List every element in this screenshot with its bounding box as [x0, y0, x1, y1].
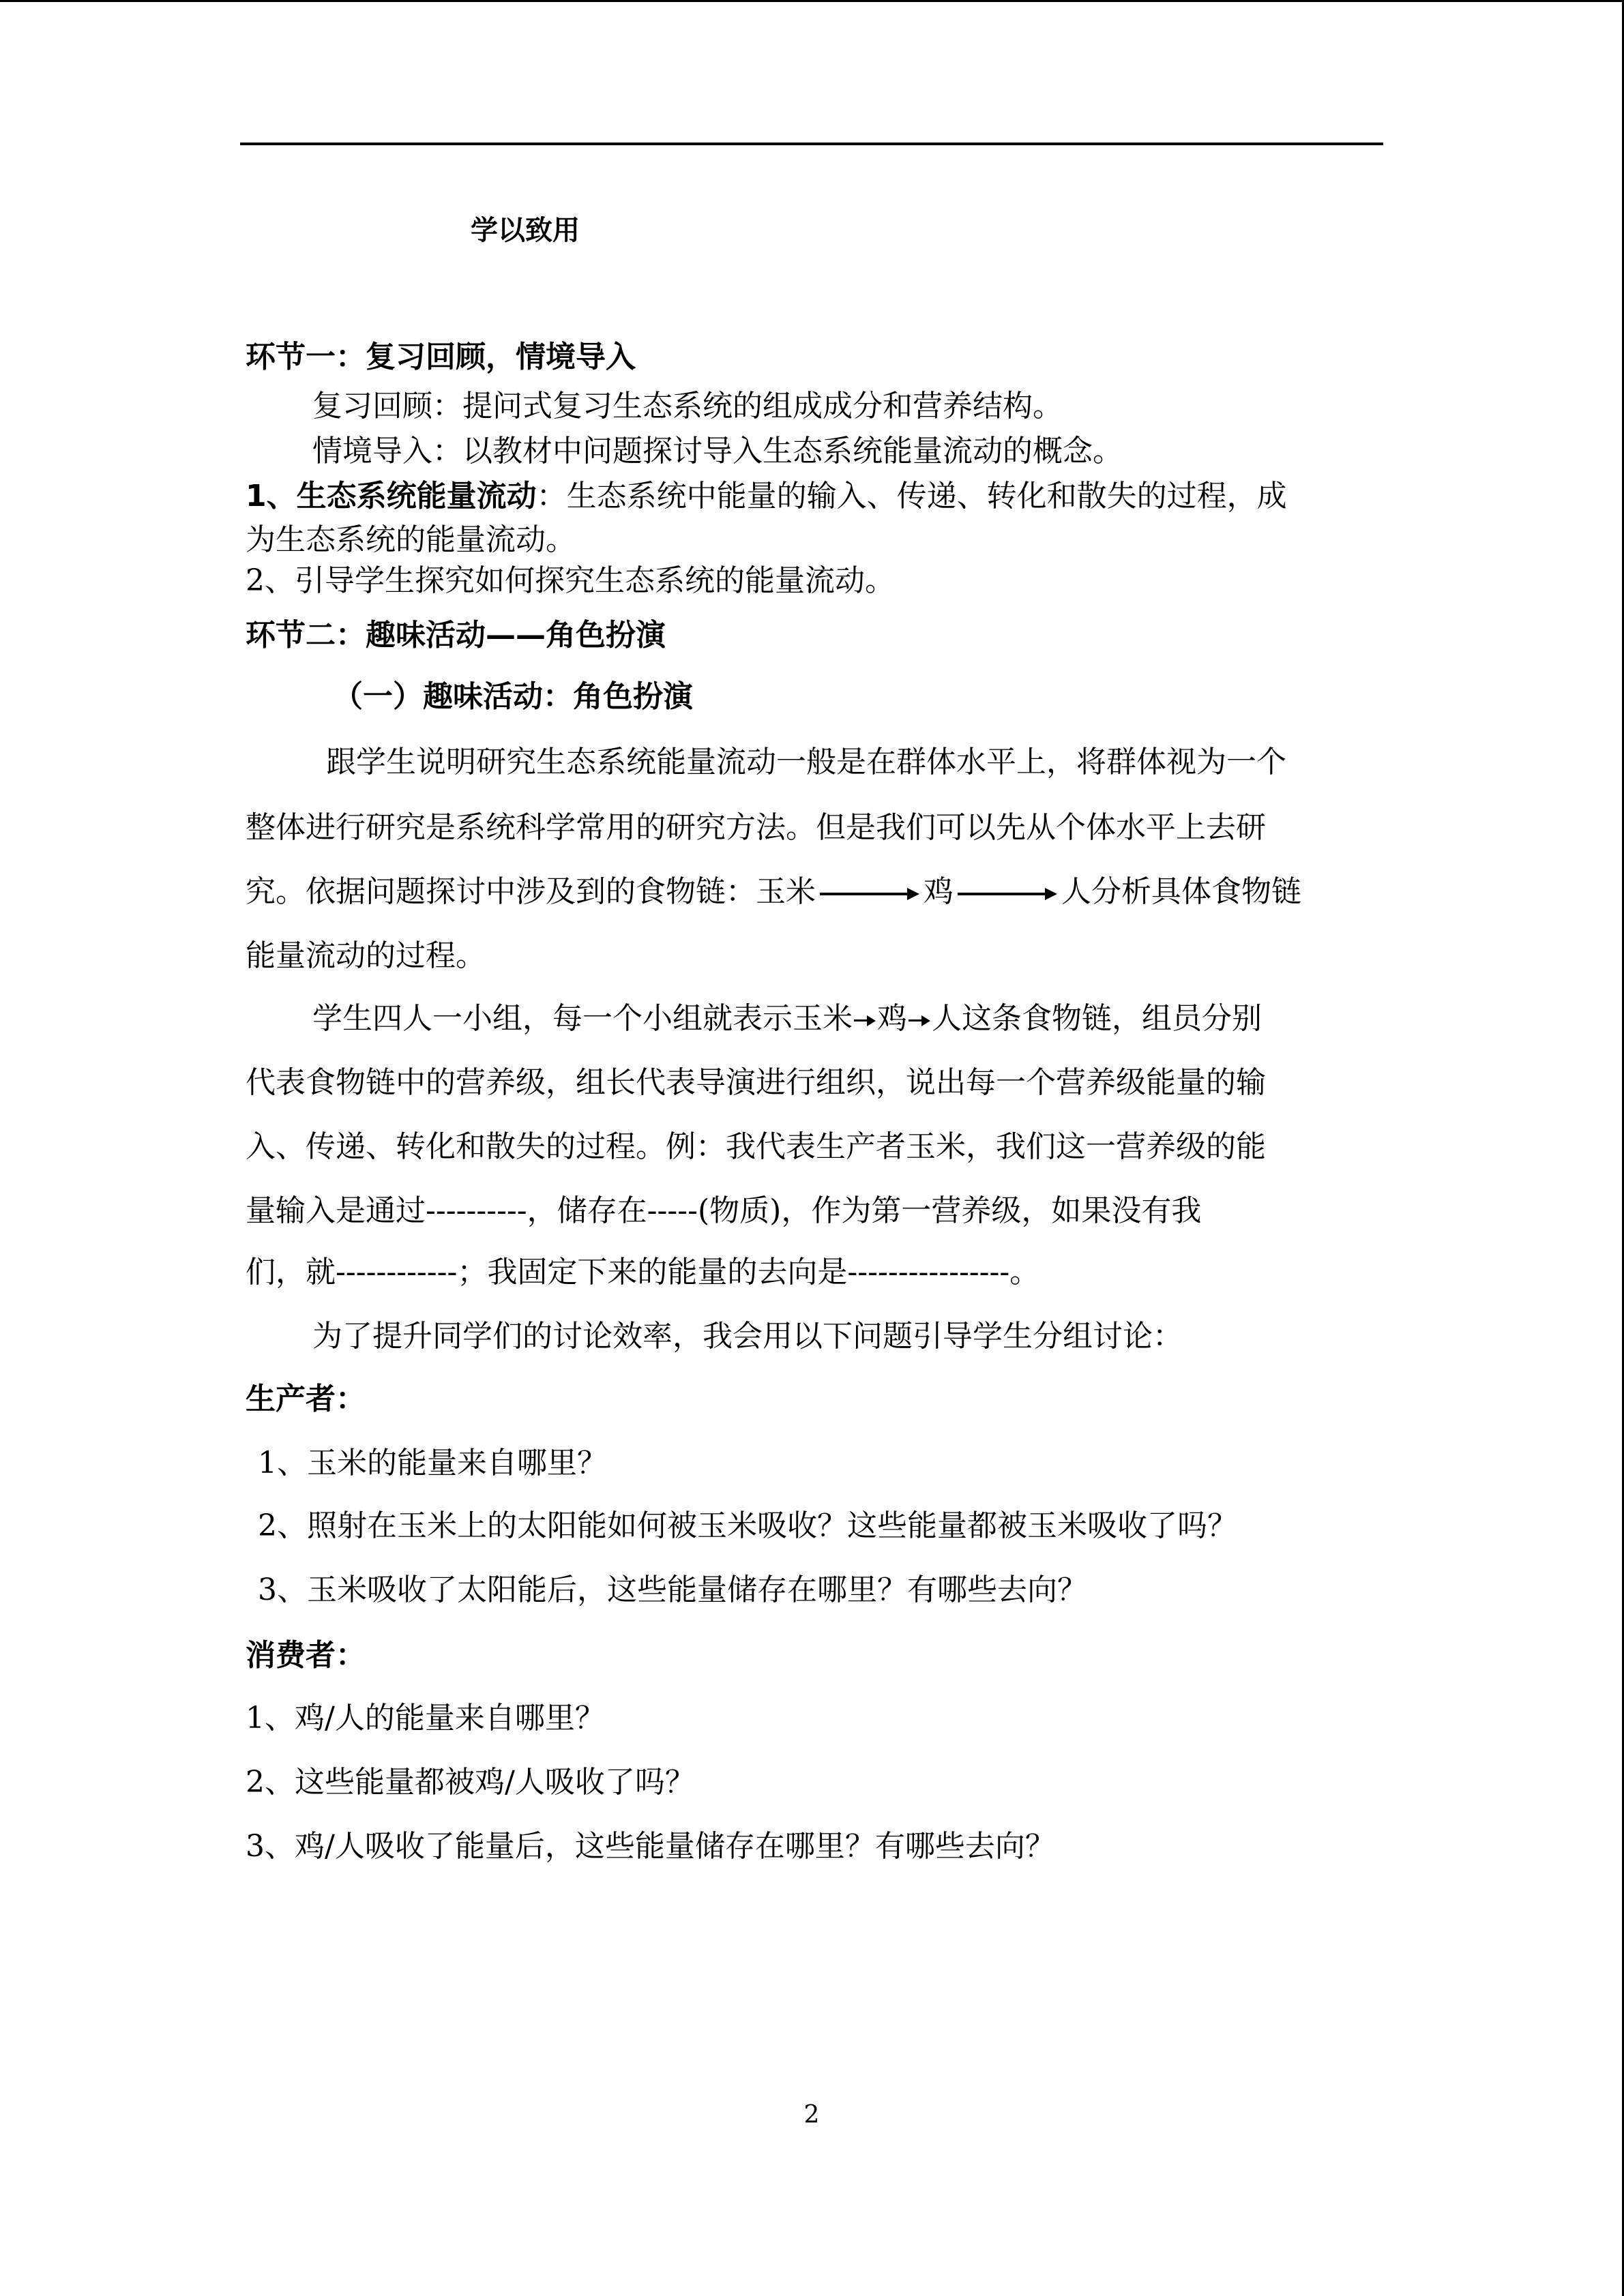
para2-text-b: 鸡 [877, 1001, 907, 1036]
arrow-right-icon [820, 879, 919, 909]
intro-line: 情境导入：以教材中问题探讨导入生态系统能量流动的概念。 [312, 434, 1123, 468]
section1-heading: 环节一：复习回顾，情境导入 [246, 340, 636, 374]
arrow-right-icon [854, 1006, 876, 1036]
para3: 为了提升同学们的讨论效率，我会用以下问题引导学生分组讨论： [312, 1319, 1183, 1354]
para1-line-1: 跟学生说明研究生态系统能量流动一般是在群体水平上，将群体视为一个 [326, 745, 1286, 779]
producer-question-3: 3、玉米吸收了太阳能后，这些能量储存在哪里？有哪些去向？ [258, 1572, 1087, 1607]
food-chain-text-c: 人分析具体食物链 [1061, 874, 1301, 909]
para1-line-2: 整体进行研究是系统科学常用的研究方法。但是我们可以先从个体水平上去研 [246, 810, 1266, 845]
producer-question-1: 1、玉米的能量来自哪里？ [258, 1446, 607, 1480]
definition-line-1 [246, 477, 1287, 516]
para2-text-c: 人这条食物链，组员分别 [932, 1001, 1262, 1036]
food-chain-text-a: 究。依据问题探讨中涉及到的食物链：玉米 [246, 874, 816, 909]
para2-line-2: 代表食物链中的营养级，组长代表导演进行组织，说出每一个营养级能量的输 [246, 1065, 1266, 1100]
consumer-question-3: 3、鸡/人吸收了能量后，这些能量储存在哪里？有哪些去向？ [246, 1829, 1055, 1864]
section2-heading: 环节二：趣味活动——角色扮演 [246, 618, 666, 653]
para1-line-3 [246, 873, 1301, 911]
definition-text: ：生态系统中能量的输入、传递、转化和散失的过程，成 [536, 479, 1287, 513]
definition-term: 1、生态系统能量流动 [246, 479, 537, 513]
document-title: 学以致用 [471, 215, 580, 246]
producer-heading: 生产者： [246, 1382, 366, 1416]
producer-question-2: 2、照射在玉米上的太阳能如何被玉米吸收？这些能量都被玉米吸收了吗？ [258, 1508, 1237, 1543]
header-rule [240, 143, 1383, 145]
page-top-border [0, 0, 1624, 2]
activity-subheading: （一）趣味活动：角色扮演 [333, 679, 693, 714]
para1-line-4: 能量流动的过程。 [246, 938, 486, 973]
para2-text-a: 学生四人一小组，每一个小组就表示玉米 [312, 1001, 853, 1036]
food-chain-text-b: 鸡 [924, 874, 954, 909]
item-2: 2、引导学生探究如何探究生态系统的能量流动。 [246, 563, 895, 598]
arrow-right-icon [958, 879, 1057, 909]
para2-line-4: 量输入是通过----------，储存在-----(物质)，作为第一营养级，如果没有我 [246, 1193, 1202, 1228]
consumer-heading: 消费者： [246, 1638, 366, 1673]
para2-line-3: 入、传递、转化和散失的过程。例：我代表生产者玉米，我们这一营养级的能 [246, 1129, 1266, 1164]
consumer-question-1: 1、鸡/人的能量来自哪里？ [246, 1701, 605, 1735]
arrow-right-icon [909, 1006, 930, 1036]
review-line: 复习回顾：提问式复习生态系统的组成成分和营养结构。 [312, 389, 1063, 423]
definition-line-2: 为生态系统的能量流动。 [246, 522, 576, 557]
consumer-question-2: 2、这些能量都被鸡/人吸收了吗？ [246, 1765, 695, 1800]
para2-line-5: 们，就------------；我固定下来的能量的去向是----------------。 [246, 1255, 1040, 1289]
page-number: 2 [803, 2101, 820, 2129]
para2-line-1 [312, 1000, 1262, 1038]
